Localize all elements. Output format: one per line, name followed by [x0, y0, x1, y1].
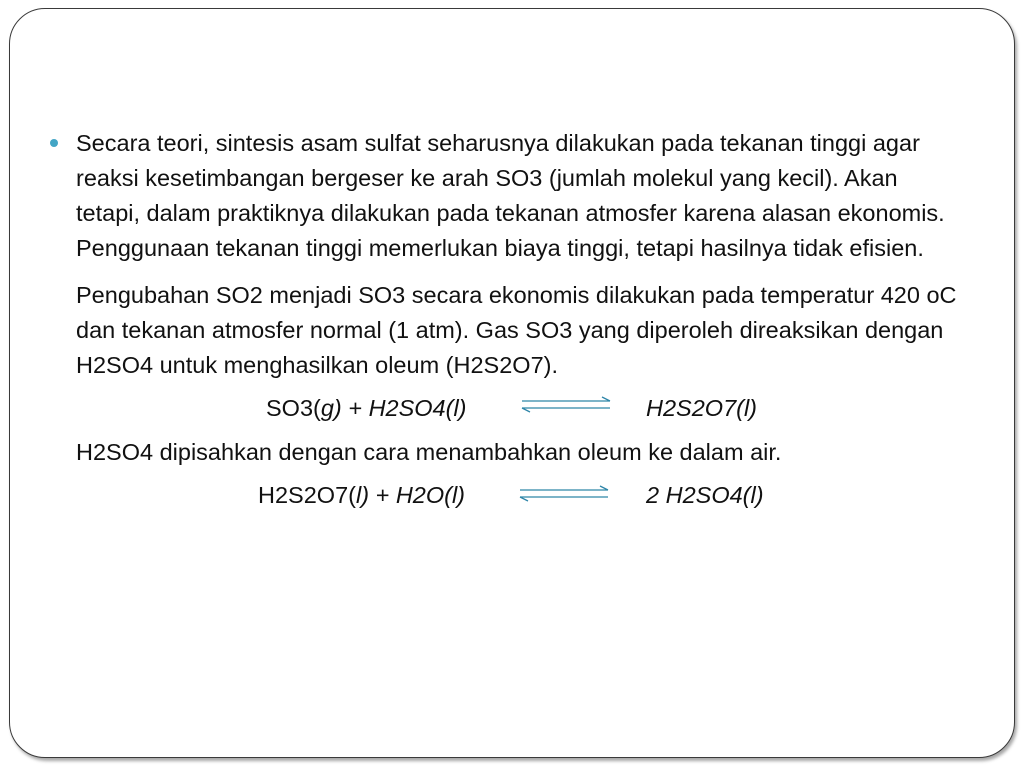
reactant-so3-state: g)	[320, 395, 342, 421]
product-h2so4: 2 H2SO4(l)	[646, 482, 764, 508]
plus-sign: +	[341, 395, 369, 421]
reactant-h2so4: H2SO4(l)	[368, 395, 467, 421]
reactant-so3: SO3(	[266, 395, 321, 421]
equation-oleum-formation	[76, 391, 976, 427]
reactant-h2o: H2O(l)	[395, 482, 466, 508]
slide-content	[76, 126, 976, 514]
equilibrium-arrow-icon	[518, 395, 614, 415]
equation-reactants	[258, 478, 465, 513]
equilibrium-arrow-icon	[516, 484, 612, 504]
paragraph-process: Pengubahan SO2 menjadi SO3 secara ekonomis dilakukan pada temperatur 420 oC dan tekanan atmosfer normal (1 atm). Gas SO3 yang diperoleh direaksikan dengan H2SO4 untuk menghasilkan oleum (H2S2O7).	[76, 282, 957, 378]
reactant-h2s2o7-state: l)	[355, 482, 370, 508]
plus-sign: +	[369, 482, 396, 508]
equation-reactants	[266, 391, 467, 426]
paragraph-theory: Secara teori, sintesis asam sulfat seharusnya dilakukan pada tekanan tinggi agar reaksi kesetimbangan bergeser ke arah SO3 (jumlah molekul yang kecil). Akan tetapi, dalam praktiknya dilakukan pada tekanan atmosfer karena alasan ekonomis. Penggunaan tekanan tinggi memerlukan biaya tinggi, tetapi hasilnya tidak efisien.	[76, 130, 945, 261]
paragraph-separation: H2SO4 dipisahkan dengan cara menambahkan oleum ke dalam air.	[76, 439, 782, 465]
reactant-h2s2o7: H2S2O7(	[258, 482, 356, 508]
product-h2s2o7: H2S2O7(l)	[646, 395, 758, 421]
equation-sulfuric-acid-formation	[76, 478, 976, 514]
bullet-dot	[50, 139, 58, 147]
